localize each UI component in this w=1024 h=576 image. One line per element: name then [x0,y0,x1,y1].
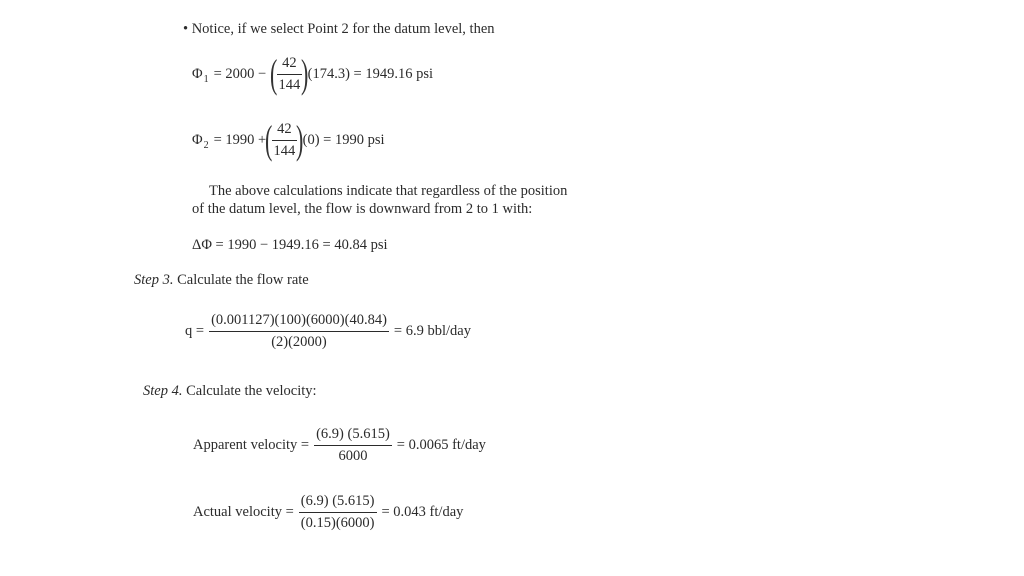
phi1-rest: (174.3) = 1949.16 psi [307,65,434,82]
paragraph-line-2: of the datum level, the flow is downward from 2 to 1 with: [192,201,533,217]
q-lhs: q = [185,323,205,339]
phi2-fraction [272,121,298,160]
apparent-fraction [314,426,392,465]
fraction-denominator: (0.15)(6000) [300,515,375,531]
phi-subscript: 2 [203,139,209,151]
notice-text: Notice, if we select Point 2 for the datum level, then [191,21,495,37]
step4-label: Step 4. [143,383,183,399]
equation-actual-velocity [193,493,463,532]
phi-symbol: Φ [192,131,203,148]
step4-text: Calculate the velocity: [186,383,317,399]
left-paren: ( [265,117,273,162]
phi2-lhs: = 1990 + [213,131,267,148]
phi-subscript: 1 [203,73,209,85]
equation-flow-rate [185,312,471,351]
fraction-numerator: 42 [277,120,292,137]
fraction-numerator: (6.9) (5.615) [300,493,375,509]
bullet: • [183,21,189,37]
equation-delta-phi: ΔΦ = 1990 − 1949.16 = 40.84 psi [192,237,388,253]
fraction-numerator: (0.001127)(100)(6000)(40.84) [211,312,387,328]
phi-symbol: Φ [192,65,203,82]
actual-rhs: = 0.043 ft/day [381,504,464,520]
right-paren: ) [296,117,304,162]
step3-text: Calculate the flow rate [177,272,309,288]
left-paren: ( [270,51,278,96]
apparent-lhs: Apparent velocity = [193,437,310,453]
equation-phi1 [192,51,434,96]
phi2-rest: (0) = 1990 psi [302,131,385,148]
fraction-denominator: 6000 [338,448,368,464]
step4-heading [143,383,317,400]
phi1-lhs: = 2000 − [213,65,267,82]
right-paren: ) [301,51,309,96]
step3-heading [134,272,309,289]
q-fraction [209,312,389,351]
notice-line [183,21,495,38]
actual-lhs: Actual velocity = [193,504,294,520]
fraction-denominator: 144 [273,142,296,159]
actual-fraction [299,493,377,532]
q-rhs: = 6.9 bbl/day [393,323,471,339]
fraction-numerator: 42 [282,54,297,71]
paragraph-line-1: The above calculations indicate that regardless of the position [209,183,568,199]
step3-label: Step 3. [134,272,174,288]
fraction-denominator: (2)(2000) [271,334,327,350]
equation-phi2 [192,117,385,162]
fraction-numerator: (6.9) (5.615) [316,426,390,442]
apparent-rhs: = 0.0065 ft/day [396,437,486,453]
phi1-fraction [277,55,303,94]
equation-apparent-velocity [193,426,486,465]
fraction-denominator: 144 [278,76,301,93]
